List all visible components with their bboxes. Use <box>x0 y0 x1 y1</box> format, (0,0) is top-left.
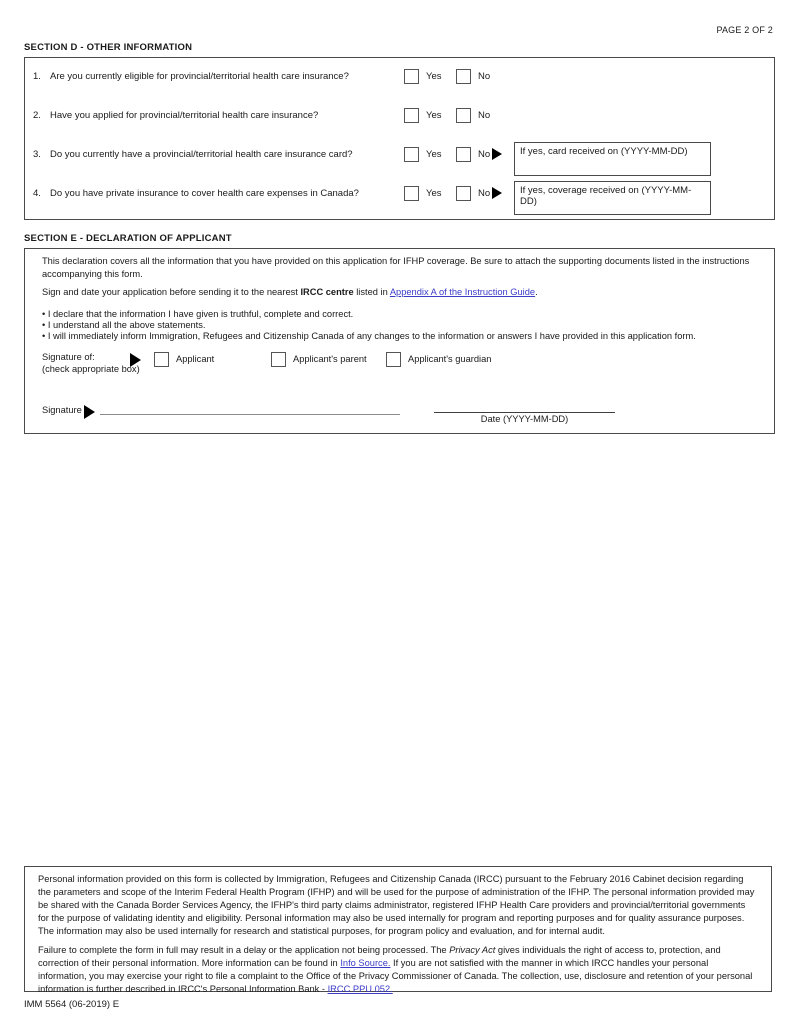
coverage-received-date-label: If yes, coverage received on (YYYY-MM-DD) <box>520 185 692 207</box>
section-e-title: SECTION E - DECLARATION OF APPLICANT <box>24 233 775 249</box>
section-d-box <box>24 57 775 220</box>
question-text: Are you currently eligible for provincial/territorial health care insurance? <box>50 71 349 82</box>
coverage-received-date-field[interactable] <box>514 181 711 215</box>
signature-of-label <box>42 351 140 375</box>
applicant-checkbox[interactable] <box>154 352 169 367</box>
question-number: 4. <box>33 188 41 199</box>
q4-yes-checkbox[interactable] <box>404 186 419 201</box>
applicant-guardian-label: Applicant's guardian <box>408 354 492 364</box>
no-label: No <box>478 71 491 82</box>
ircc-ppu-052-link[interactable]: IRCC PPU 052. <box>327 984 393 994</box>
q3-no-checkbox[interactable] <box>456 147 471 162</box>
signature-of-line1: Signature of: <box>42 352 95 362</box>
q1-yes-checkbox[interactable] <box>404 69 419 84</box>
q2-yes-checkbox[interactable] <box>404 108 419 123</box>
arrow-right-icon <box>130 353 141 367</box>
yes-label: Yes <box>426 149 442 160</box>
question-number: 3. <box>33 149 41 160</box>
q3-yes-checkbox[interactable] <box>404 147 419 162</box>
privacy-paragraph-2 <box>38 944 758 996</box>
arrow-right-icon <box>492 187 502 199</box>
question-number: 1. <box>33 71 41 82</box>
privacy-text: gives individuals the right of access to, protection, and correction of their personal information. More information can be found in <box>38 945 721 968</box>
arrow-right-icon <box>492 148 502 160</box>
form-number: IMM 5564 (06-2019) E <box>24 999 120 1010</box>
q1-no-checkbox[interactable] <box>456 69 471 84</box>
no-label: No <box>478 110 491 121</box>
question-text: Do you have private insurance to cover health care expenses in Canada? <box>50 188 359 199</box>
info-source-link[interactable]: Info Source. <box>340 958 391 968</box>
instruction-text: . <box>535 287 538 297</box>
applicant-label: Applicant <box>176 354 215 364</box>
card-received-date-field[interactable] <box>514 142 711 176</box>
signature-label: Signature <box>42 405 82 415</box>
applicant-parent-label: Applicant's parent <box>293 354 367 364</box>
declaration-bullet: • I will immediately inform Immigration, Refugees and Citizenship Canada of any changes to the information or answers I have provided in this application form. <box>42 331 762 342</box>
instruction-text: listed in <box>353 287 390 297</box>
declaration-bullets <box>42 309 762 342</box>
yes-label: Yes <box>426 71 442 82</box>
ircc-centre-text: IRCC centre <box>300 287 354 297</box>
q2-no-checkbox[interactable] <box>456 108 471 123</box>
instruction-text: Sign and date your application before sending it to the nearest <box>42 287 301 297</box>
question-number: 2. <box>33 110 41 121</box>
declaration-bullet: • I declare that the information I have given is truthful, complete and correct. <box>42 309 762 320</box>
page-indicator: PAGE 2 OF 2 <box>716 25 773 35</box>
question-text: Do you currently have a provincial/territorial health care insurance card? <box>50 149 353 160</box>
applicant-guardian-checkbox[interactable] <box>386 352 401 367</box>
appendix-a-link[interactable]: Appendix A of the Instruction Guide <box>389 287 536 297</box>
date-label: Date (YYYY-MM-DD) <box>480 414 569 424</box>
section-e-box <box>24 248 775 434</box>
privacy-text: Failure to complete the form in full may result in a delay or the application not being processed. The <box>38 945 450 955</box>
signature-of-line2: (check appropriate box) <box>42 364 140 374</box>
signature-field[interactable] <box>100 414 400 415</box>
declaration-bullet: • I understand all the above statements. <box>42 320 762 331</box>
sign-and-date-instruction <box>42 287 756 297</box>
arrow-right-icon <box>84 405 95 419</box>
declaration-intro: This declaration covers all the information that you have provided on this application for IFHP coverage. Be sure to attach the supporting documents listed in the instructions accompanying this form. <box>42 256 750 279</box>
yes-label: Yes <box>426 188 442 199</box>
no-label: No <box>478 149 491 160</box>
date-field[interactable] <box>434 412 615 413</box>
section-d-title: SECTION D - OTHER INFORMATION <box>24 42 775 58</box>
privacy-act-text: Privacy Act <box>449 945 496 955</box>
question-row-1 <box>25 71 774 87</box>
yes-label: Yes <box>426 110 442 121</box>
no-label: No <box>478 188 491 199</box>
privacy-paragraph-1: Personal information provided on this form is collected by Immigration, Refugees and Citizenship Canada (IRCC) pursuant to the February 2016 Cabinet decision regarding the parameters and scope of the Interim Federal Health Program (IFHP) and will be used for the purpose of administration of the IFHP. The personal information provided may be shared with the Canada Border Services Agency, the IFHP's third party claims administrator, registered IFHP Health Care providers and provincial/territorial governments for the purpose of validating identity and eligibility. Personal information may also be used internally for program and reporting purposes and for quality assurance purposes. The information may also be used internally for research and statistical purposes, for program policy and evaluation, and for internal audit. <box>38 874 755 936</box>
q4-no-checkbox[interactable] <box>456 186 471 201</box>
card-received-date-label: If yes, card received on (YYYY-MM-DD) <box>520 146 688 157</box>
question-row-2 <box>25 110 774 126</box>
question-text: Have you applied for provincial/territorial health care insurance? <box>50 110 319 121</box>
privacy-notice-box <box>24 866 772 992</box>
privacy-text: If you are not satisfied with the manner in which IRCC handles your personal information, you may exercise your right to file a complaint to the Office of the Privacy Commissioner of Canada. The collection, use, disclosure and retention of your personal information is further described in IRCC's Personal Information Bank - <box>38 958 753 994</box>
applicant-parent-checkbox[interactable] <box>271 352 286 367</box>
